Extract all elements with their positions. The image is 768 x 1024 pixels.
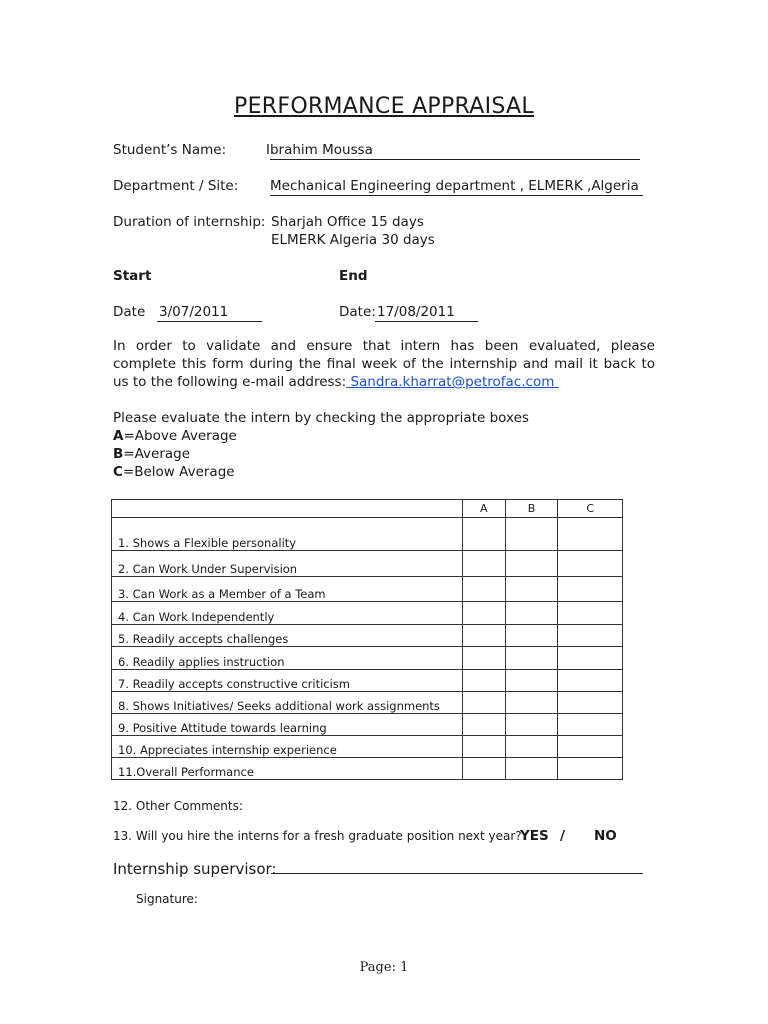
- table-row: [112, 758, 623, 780]
- signature-label: Signature:: [136, 892, 198, 906]
- checkbox-a[interactable]: [462, 625, 505, 647]
- legend-text: =Below Average: [122, 464, 235, 480]
- student-name-initial: I: [266, 142, 270, 158]
- duration-line-1: Sharjah Office 15 days: [271, 214, 424, 230]
- checkbox-c[interactable]: [558, 692, 623, 714]
- checkbox-a[interactable]: [462, 551, 505, 577]
- criterion-label: 1. Shows a Flexible personality: [112, 518, 463, 551]
- student-name-label: Student’s Name:: [113, 142, 227, 158]
- checkbox-b[interactable]: [505, 577, 558, 602]
- instructions-line-1: In order to validate and ensure that intern has been evaluated, please: [113, 338, 655, 354]
- no-option[interactable]: NO: [594, 828, 617, 844]
- legend-letter: A: [113, 428, 124, 444]
- criterion-label: 9. Positive Attitude towards learning: [112, 714, 463, 736]
- checkbox-c[interactable]: [558, 647, 623, 670]
- criterion-label: 3. Can Work as a Member of a Team: [112, 577, 463, 602]
- criterion-label: 11.Overall Performance: [112, 758, 463, 780]
- checkbox-b[interactable]: [505, 647, 558, 670]
- criterion-label: 7. Readily accepts constructive criticism: [112, 670, 463, 692]
- checkbox-b[interactable]: [505, 758, 558, 780]
- checkbox-b[interactable]: [505, 714, 558, 736]
- checkbox-a[interactable]: [462, 670, 505, 692]
- instructions-line-3-prefix: us to the following e-mail address:: [113, 374, 347, 390]
- checkbox-a[interactable]: [462, 577, 505, 602]
- table-row: [112, 625, 623, 647]
- checkbox-c[interactable]: [558, 736, 623, 758]
- supervisor-label: Internship supervisor:: [113, 860, 277, 878]
- start-date-label: Date: [113, 304, 146, 320]
- evaluate-prompt: Please evaluate the intern by checking the appropriate boxes: [113, 410, 529, 426]
- table-row: [112, 577, 623, 602]
- table-row: [112, 736, 623, 758]
- option-separator: /: [560, 828, 565, 844]
- checkbox-b[interactable]: [505, 602, 558, 625]
- checkbox-a[interactable]: [462, 758, 505, 780]
- table-row: [112, 647, 623, 670]
- yes-option[interactable]: YES: [520, 828, 549, 844]
- duration-line-2: ELMERK Algeria 30 days: [271, 232, 435, 248]
- instructions-line-2: complete this form during the final week of the internship and mail it back to: [113, 356, 655, 372]
- table-row: [112, 551, 623, 577]
- hire-question-label: 13. Will you hire the interns for a fresh graduate position next year?: [113, 829, 522, 843]
- criterion-label: 5. Readily accepts challenges: [112, 625, 463, 647]
- checkbox-a[interactable]: [462, 736, 505, 758]
- checkbox-b[interactable]: [505, 670, 558, 692]
- checkbox-c[interactable]: [558, 714, 623, 736]
- checkbox-b[interactable]: [505, 551, 558, 577]
- checkbox-a[interactable]: [462, 518, 505, 551]
- end-date-label: Date:: [339, 304, 376, 320]
- department-value: Mechanical Engineering department , ELMERK ,Algeria: [270, 178, 643, 196]
- legend-text: =Above Average: [123, 428, 237, 444]
- table-header-criteria: [112, 500, 463, 518]
- table-row: [112, 670, 623, 692]
- evaluation-table: [111, 499, 623, 780]
- checkbox-c[interactable]: [558, 577, 623, 602]
- checkbox-a[interactable]: [462, 647, 505, 670]
- start-label: Start: [113, 268, 152, 284]
- email-link-text: Sandra.kharrat@petrofac.com: [350, 374, 555, 390]
- instructions-line-3: [113, 374, 559, 390]
- column-header-a: A: [462, 500, 505, 518]
- checkbox-a[interactable]: [462, 602, 505, 625]
- criterion-label: 4. Can Work Independently: [112, 602, 463, 625]
- column-header-c: C: [558, 500, 623, 518]
- criterion-label: 10. Appreciates internship experience: [112, 736, 463, 758]
- checkbox-a[interactable]: [462, 692, 505, 714]
- student-name-value: brahim Moussa: [270, 142, 640, 160]
- checkbox-b[interactable]: [505, 692, 558, 714]
- checkbox-c[interactable]: [558, 551, 623, 577]
- criterion-label: 8. Shows Initiatives/ Seeks additional work assignments: [112, 692, 463, 714]
- student-name-field[interactable]: [266, 142, 640, 160]
- duration-label: Duration of internship:: [113, 214, 266, 230]
- other-comments-label: 12. Other Comments:: [113, 799, 243, 813]
- table-row: [112, 692, 623, 714]
- legend-item-c: [113, 464, 235, 480]
- criterion-label: 6. Readily applies instruction: [112, 647, 463, 670]
- page-number: Page: 1: [359, 960, 409, 975]
- supervisor-field[interactable]: [271, 873, 643, 874]
- checkbox-b[interactable]: [505, 736, 558, 758]
- checkbox-c[interactable]: [558, 602, 623, 625]
- legend-letter: B: [113, 446, 124, 462]
- checkbox-c[interactable]: [558, 518, 623, 551]
- start-date-field[interactable]: [157, 304, 262, 322]
- checkbox-c[interactable]: [558, 670, 623, 692]
- table-row: [112, 714, 623, 736]
- checkbox-c[interactable]: [558, 625, 623, 647]
- department-label: Department / Site:: [113, 178, 239, 194]
- legend-text: =Average: [123, 446, 191, 462]
- table-header-row: [112, 500, 623, 518]
- checkbox-c[interactable]: [558, 758, 623, 780]
- legend-item-b: [113, 446, 190, 462]
- legend-item-a: [113, 428, 237, 444]
- end-date-value: 17/08/2011: [375, 304, 478, 322]
- end-date-field[interactable]: [375, 304, 478, 322]
- table-row: [112, 518, 623, 551]
- column-header-b: B: [505, 500, 558, 518]
- end-label: End: [339, 268, 368, 284]
- criterion-label: 2. Can Work Under Supervision: [112, 551, 463, 577]
- legend-letter: C: [113, 464, 123, 480]
- table-row: [112, 602, 623, 625]
- email-link[interactable]: [346, 374, 559, 390]
- start-date-value: 3/07/2011: [157, 304, 262, 322]
- department-field[interactable]: [270, 178, 643, 196]
- checkbox-b[interactable]: [505, 625, 558, 647]
- page-title: PERFORMANCE APPRAISAL: [234, 94, 534, 119]
- checkbox-a[interactable]: [462, 714, 505, 736]
- checkbox-b[interactable]: [505, 518, 558, 551]
